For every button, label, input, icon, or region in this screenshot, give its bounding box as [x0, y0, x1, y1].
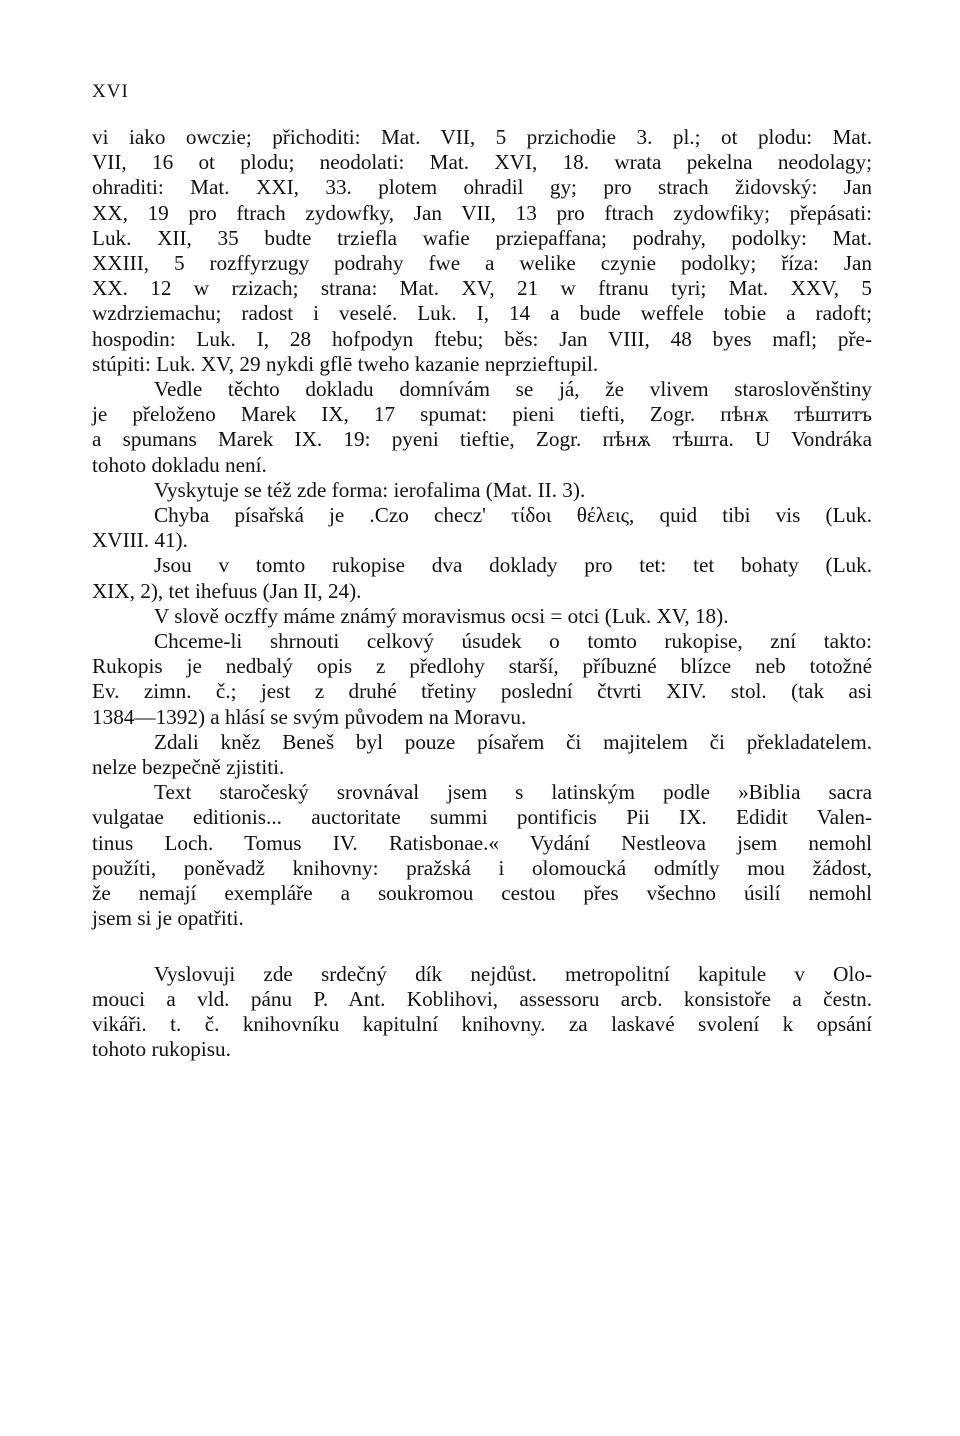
text-line: tohoto dokladu není. [92, 452, 267, 477]
text-line: mouci a vld. pánu P. Ant. Koblihovi, assessoru arcb. konsistoře a čestn. [92, 986, 872, 1011]
text-line: Vedle těchto dokladu domnívám se já, že vlivem staroslověnštiny [154, 377, 872, 402]
page-number: XVI [92, 81, 129, 102]
text-line: stúpiti: Luk. XV, 29 nykdi gflē tweho kazanie neprzieftupil. [92, 351, 599, 376]
text-line: Chceme-li shrnouti celkový úsudek o tomto rukopise, zní takto: [154, 629, 872, 654]
text-line: nelze bezpečně zjistiti. [92, 755, 285, 780]
text-line: XVIII. 41). [92, 528, 188, 553]
text-line: ohraditi: Mat. XXI, 33. plotem ohradil gy; pro strach židovský: Jan [92, 175, 872, 200]
body-text [92, 125, 872, 1062]
text-line: 1384—1392) a hlásí se svým původem na Moravu. [92, 704, 527, 729]
text-line: jsem si je opatřiti. [92, 906, 244, 931]
text-line: a spumans Marek IX. 19: pyeni tieftie, Zogr. пѣнѫ тѣшта. U Vondráka [92, 427, 872, 452]
text-line: wzdrziemachu; radost i veselé. Luk. I, 14 a bude weffele tobie a radoft; [92, 301, 872, 326]
text-line: VII, 16 ot plodu; neodolati: Mat. XVI, 18. wrata pekelna neodolagy; [92, 150, 872, 175]
text-line: že nemají exempláře a soukromou cestou přes všechno úsilí nemohl [92, 881, 872, 906]
text-line: vikáři. t. č. knihovníku kapitulní knihovny. za laskavé svolení k opsání [92, 1011, 872, 1036]
text-line: XX. 12 w rzizach; strana: Mat. XV, 21 w ftranu tyri; Mat. XXV, 5 [92, 276, 872, 301]
text-line: Text staročeský srovnával jsem s latinským podle »Biblia sacra [154, 780, 872, 805]
paragraph-gap [92, 932, 872, 962]
text-line: tohoto rukopisu. [92, 1037, 231, 1062]
text-line: V slově oczffy máme známý moravismus ocsi = otci (Luk. XV, 18). [154, 603, 729, 628]
text-line: Luk. XII, 35 budte trziefla wafie prziepaffana; podrahy, podolky: Mat. [92, 225, 872, 250]
text-line: Ev. zimn. č.; jest z druhé třetiny poslední čtvrti XIV. stol. (tak asi [92, 679, 872, 704]
text-line: Rukopis je nedbalý opis z předlohy starší, příbuzné blízce neb totožné [92, 654, 872, 679]
acknowledgement-paragraph [92, 962, 872, 1063]
main-paragraphs [92, 125, 872, 932]
text-line: tinus Loch. Tomus IV. Ratisbonae.« Vydání Nestleova jsem nemohl [92, 830, 872, 855]
text-line: Chyba písařská je .Czo checz' τίδοι θέλεις, quid tibi vis (Luk. [154, 503, 872, 528]
text-line: Vyslovuji zde srdečný dík nejdůst. metropolitní kapitule v Olo- [154, 961, 872, 986]
text-line: XIX, 2), tet ihefuus (Jan II, 24). [92, 578, 362, 603]
text-line: je přeloženo Marek IX, 17 spumat: pieni tiefti, Zogr. пѣнѫ тѣштитъ [92, 402, 872, 427]
text-line: Vyskytuje se též zde forma: ierofalima (Mat. II. 3). [154, 477, 586, 502]
text-line: vi iako owczie; přichoditi: Mat. VII, 5 przichodie 3. pl.; ot plodu: Mat. [92, 125, 872, 149]
text-line: použíti, poněvadž knihovny: pražská i olomoucká odmítly mou žádost, [92, 855, 872, 880]
text-line: XXIII, 5 rozffyrzugy podrahy fwe a welike czynie podolky; říza: Jan [92, 251, 872, 276]
text-line: hospodin: Luk. I, 28 hofpodyn ftebu; běs: Jan VIII, 48 byes mafl; pře- [92, 326, 872, 351]
text-line: XX, 19 pro ftrach zydowfky, Jan VII, 13 pro ftrach zydowfiky; přepásati: [92, 200, 872, 225]
text-line: Jsou v tomto rukopise dva doklady pro tet: tet bohaty (Luk. [154, 553, 872, 578]
text-line: Zdali kněz Beneš byl pouze písařem či majitelem či překladatelem. [154, 729, 872, 754]
text-line: vulgatae editionis... auctoritate summi pontificis Pii IX. Edidit Valen- [92, 805, 872, 830]
